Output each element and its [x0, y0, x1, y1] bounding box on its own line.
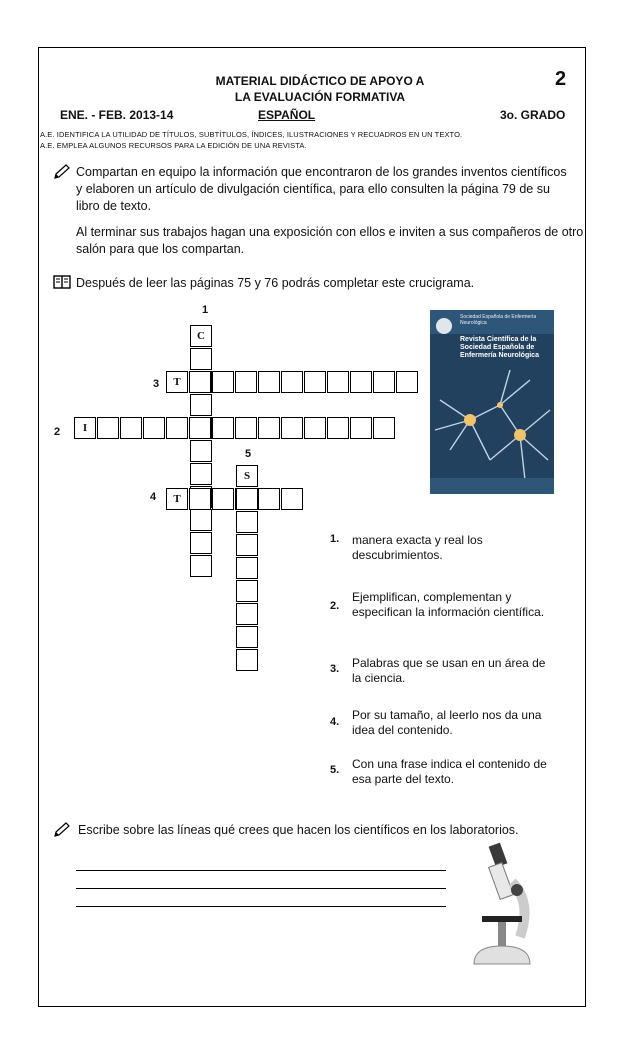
crossword-cell-2-2[interactable] — [120, 417, 142, 439]
crossword-cell-5-1[interactable] — [236, 488, 258, 510]
clue-text: Con una frase indica el contenido de esa parte del texto. — [352, 757, 547, 786]
instruction-3: Después de leer las páginas 75 y 76 podrás completar este crucigrama. — [76, 276, 475, 290]
clue-number: 3. — [330, 663, 340, 675]
answer-line-2[interactable] — [76, 888, 446, 889]
crossword-cell-1-9[interactable] — [190, 532, 212, 554]
magazine-title: Revista Científica de la Sociedad Española de Enfermería Neurológica — [460, 336, 539, 359]
crossword-cell-1-10[interactable] — [190, 555, 212, 577]
crossword-cell-5-5[interactable] — [236, 580, 258, 602]
crossword-cell-2-12[interactable] — [350, 417, 372, 439]
microscope-icon — [462, 842, 542, 977]
page-number: 2 — [555, 68, 567, 90]
crossword-cell-2-8[interactable] — [258, 417, 280, 439]
magazine-cover — [430, 310, 554, 494]
clue-number: 1. — [330, 533, 340, 545]
crossword-cell-5-3[interactable] — [236, 534, 258, 556]
period-label: ENE. - FEB. 2013-14 — [60, 108, 174, 122]
clue-text: manera exacta y real los descubrimientos. — [352, 533, 483, 562]
clue-text: Ejemplifican, complementan y especifican la información científica. — [352, 590, 545, 619]
crossword-cell-2-1[interactable] — [97, 417, 119, 439]
crossword-cell-3-0[interactable]: T — [166, 371, 188, 393]
crossword-cell-1-5[interactable] — [190, 440, 212, 462]
crossword-cell-2-4[interactable] — [166, 417, 188, 439]
crossword-cell-3-7[interactable] — [327, 371, 349, 393]
crossword-cell-1-8[interactable] — [190, 509, 212, 531]
crossword-number-5: 5 — [245, 448, 252, 460]
instruction-4: Escribe sobre las líneas qué crees que hacen los científicos en los laboratorios. — [78, 823, 519, 837]
subject-label: ESPAÑOL — [258, 108, 316, 122]
crossword-cell-2-9[interactable] — [281, 417, 303, 439]
title-line-2: LA EVALUACIÓN FORMATIVA — [234, 90, 406, 104]
clue-number: 2. — [330, 600, 340, 612]
crossword-cell-3-2[interactable] — [212, 371, 234, 393]
answer-line-1[interactable] — [76, 870, 446, 871]
crossword-cell-3-5[interactable] — [281, 371, 303, 393]
clue-number: 5. — [330, 764, 340, 776]
magazine-org: Sociedad Española de Enfermería Neurológica — [460, 314, 537, 326]
crossword-cell-2-13[interactable] — [373, 417, 395, 439]
crossword-cell-4-5[interactable] — [281, 488, 303, 510]
crossword-cell-3-4[interactable] — [258, 371, 280, 393]
crossword-cell-5-4[interactable] — [236, 557, 258, 579]
crossword-cell-5-7[interactable] — [236, 626, 258, 648]
crossword-cell-2-0[interactable]: I — [74, 417, 96, 439]
clue-text: Por su tamaño, al leerlo nos da una idea del contenido. — [352, 708, 542, 737]
crossword-cell-1-1[interactable] — [190, 348, 212, 370]
instruction-1: Compartan en equipo la información que encontraron de los grandes inventos científicos y elaboren un artículo de divulgación científica, para ello consulten la página 79 de su libro de texto. — [76, 165, 567, 213]
clue-text: Palabras que se usan en un área de la ciencia. — [352, 656, 546, 685]
crossword-cell-2-11[interactable] — [327, 417, 349, 439]
crossword-cell-2-7[interactable] — [235, 417, 257, 439]
crossword-cell-5-8[interactable] — [236, 649, 258, 671]
crossword-cell-1-3[interactable] — [190, 394, 212, 416]
crossword-cell-1-0[interactable]: C — [190, 325, 212, 347]
crossword-cell-5-6[interactable] — [236, 603, 258, 625]
crossword-cell-2-6[interactable] — [212, 417, 234, 439]
crossword-cell-5-0[interactable]: S — [236, 465, 258, 487]
crossword-cell-2-10[interactable] — [304, 417, 326, 439]
answer-line-3[interactable] — [76, 906, 446, 907]
crossword-cell-4-1[interactable] — [189, 488, 211, 510]
crossword-cell-3-9[interactable] — [373, 371, 395, 393]
crossword-cell-3-8[interactable] — [350, 371, 372, 393]
crossword-cell-2-3[interactable] — [143, 417, 165, 439]
crossword-cell-3-10[interactable] — [396, 371, 418, 393]
crossword-cell-3-6[interactable] — [304, 371, 326, 393]
crossword-number-4: 4 — [150, 491, 157, 503]
book-icon — [53, 275, 71, 294]
title-line-1: MATERIAL DIDÁCTICO DE APOYO A — [215, 74, 425, 88]
pencil-icon-2 — [53, 822, 71, 843]
instruction-2: Al terminar sus trabajos hagan una exposición con ellos e inviten a sus compañeros de otro salón para que los compartan. — [76, 225, 584, 256]
crossword-number-3: 3 — [153, 378, 160, 390]
crossword-cell-5-2[interactable] — [236, 511, 258, 533]
crossword-number-2: 2 — [54, 426, 61, 438]
learning-expectation-1: A.E. IDENTIFICA LA UTILIDAD DE TÍTULOS, SUBTÍTULOS, ÍNDICES, ILUSTRACIONES Y RECUADROS EN UN TEXTO. — [40, 130, 463, 139]
crossword-number-1: 1 — [202, 304, 209, 316]
pencil-icon — [53, 164, 71, 185]
clue-number: 4. — [330, 716, 340, 728]
crossword-cell-3-3[interactable] — [235, 371, 257, 393]
crossword-cell-2-5[interactable] — [189, 417, 211, 439]
crossword-cell-1-6[interactable] — [190, 463, 212, 485]
crossword-cell-4-2[interactable] — [212, 488, 234, 510]
crossword-cell-3-1[interactable] — [189, 371, 211, 393]
crossword-cell-4-0[interactable]: T — [166, 488, 188, 510]
grade-label: 3o. GRADO — [500, 108, 566, 122]
crossword-cell-4-4[interactable] — [258, 488, 280, 510]
learning-expectation-2: A.E. EMPLEA ALGUNOS RECURSOS PARA LA EDICIÓN DE UNA REVISTA. — [40, 141, 307, 150]
